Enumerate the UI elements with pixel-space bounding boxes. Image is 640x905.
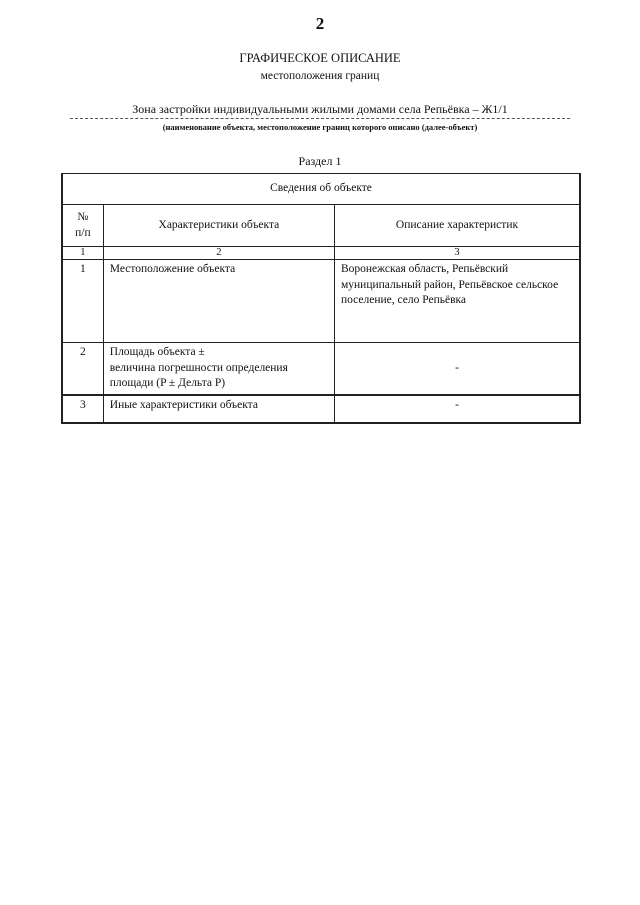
header-characteristic: Характеристики объекта xyxy=(103,205,334,247)
table-row xyxy=(62,343,580,395)
table-caption: Сведения об объекте xyxy=(62,174,580,205)
row-description: Воронежская область, Репьёвский муниципальный район, Репьёвское сельское поселение, село Репьёвка xyxy=(334,260,580,343)
row-description: - xyxy=(334,343,580,395)
column-number: 3 xyxy=(334,247,580,260)
row-number: 2 xyxy=(62,343,103,395)
table-row xyxy=(62,260,580,343)
header-number: № п/п xyxy=(62,205,103,247)
page-number: 2 xyxy=(315,14,325,33)
column-number: 1 xyxy=(62,247,103,260)
row-characteristic: Иные характеристики объекта xyxy=(103,395,334,423)
object-name-caption: (наименование объекта, местоположение границ которого описано (далее-объект) xyxy=(162,122,478,132)
row-characteristic: Площадь объекта ± величина погрешности определения площади (P ± Дельта P) xyxy=(103,343,334,395)
section-title: Раздел 1 xyxy=(298,154,342,168)
row-characteristic: Местоположение объекта xyxy=(103,260,334,343)
object-name: Зона застройки индивидуальными жилыми домами села Репьёвка – Ж1/1 xyxy=(70,102,570,119)
object-info-table xyxy=(61,173,581,424)
table-column-numbers-row xyxy=(62,247,580,260)
row-number: 3 xyxy=(62,395,103,423)
row-description: - xyxy=(334,395,580,423)
table-caption-row xyxy=(62,174,580,205)
document-title: ГРАФИЧЕСКОЕ ОПИСАНИЕ xyxy=(239,51,401,65)
header-description: Описание характеристик xyxy=(334,205,580,247)
table-header-row xyxy=(62,205,580,247)
table-row xyxy=(62,395,580,423)
document-subtitle: местоположения границ xyxy=(260,70,380,82)
column-number: 2 xyxy=(103,247,334,260)
row-number: 1 xyxy=(62,260,103,343)
